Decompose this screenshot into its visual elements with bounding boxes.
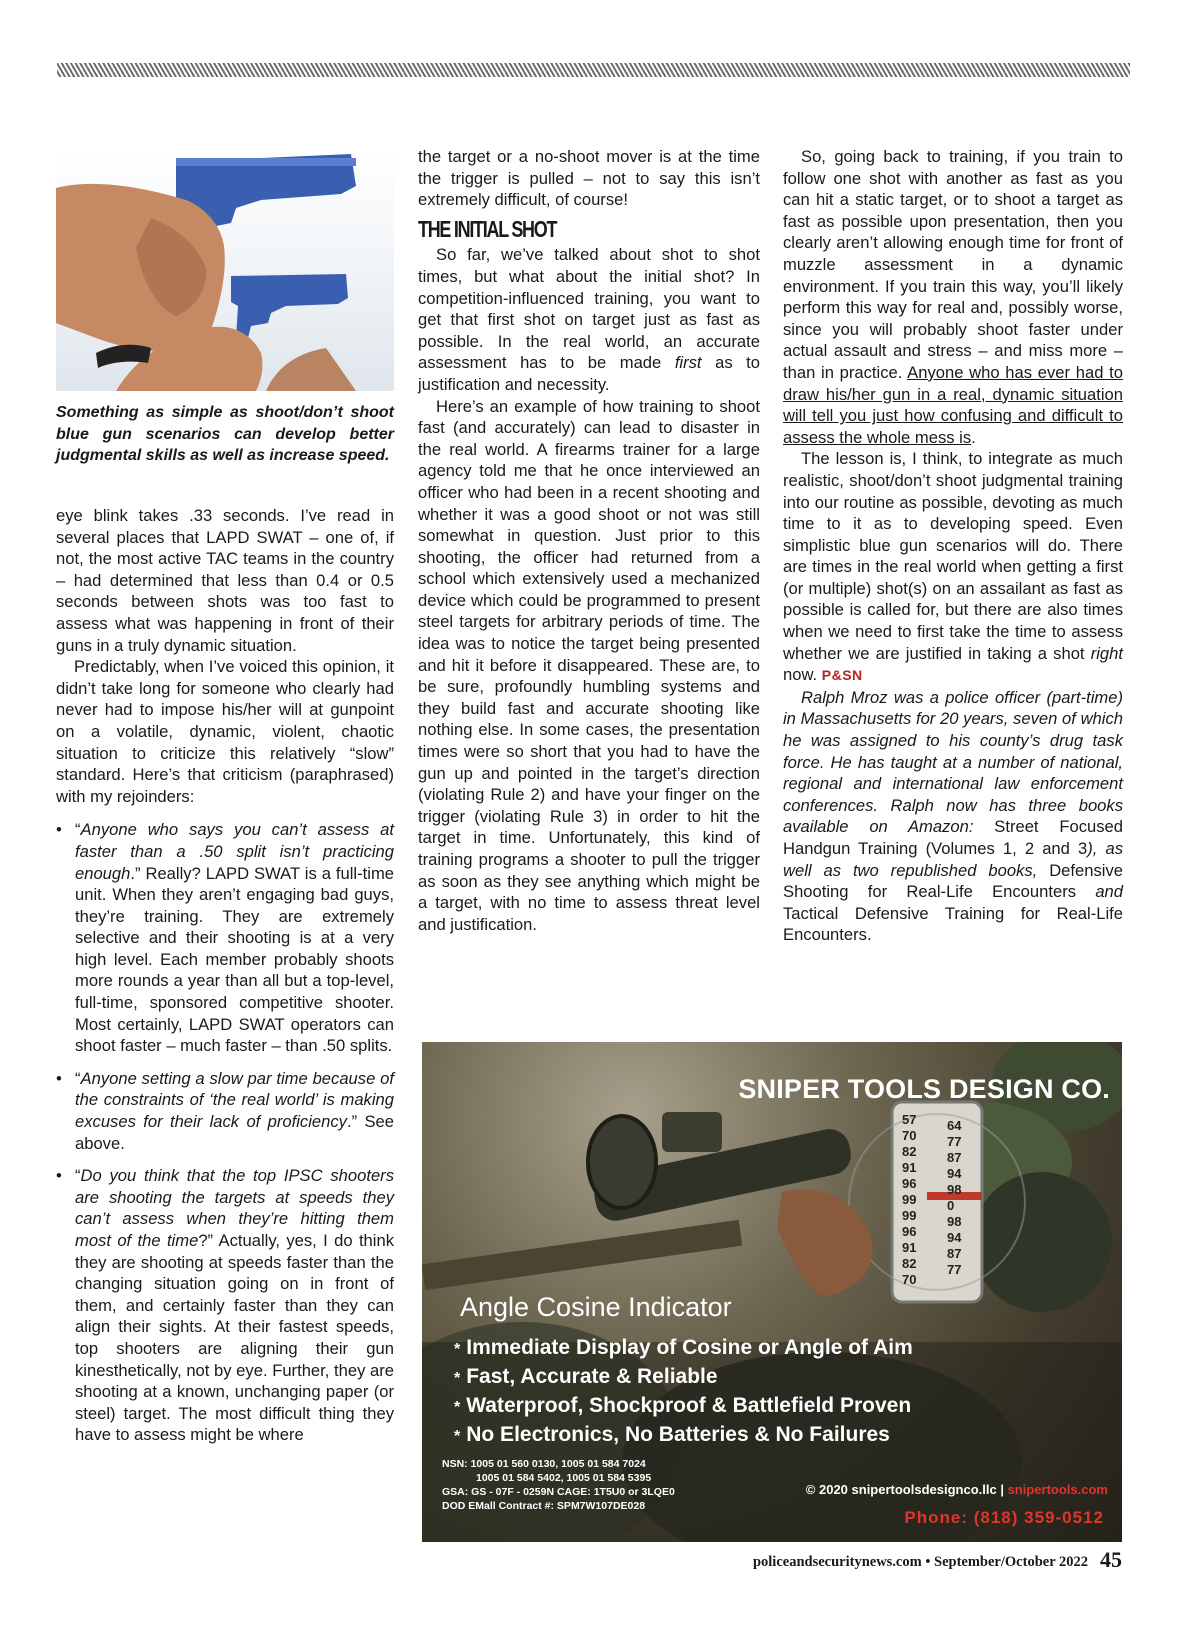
col2-paragraph-2: Here’s an example of how training to shoot fast (and accurately) can lead to disaster in the real world. A firearms trainer for a large agency told me that he once interviewed an officer who had been in a recent shooting and whether it was a good shoot or not was still somewhat in question. Just prior to this shooting, the officer had returned from a school which extensively used a mechanized device which could be programmed to present steel targets for arbitrary periods of time. The idea was to notice the target being presented and hit it before it disappeared. These are, to be sure, profoundly humbling systems and they build fast and accurate shooting like nothing else. In some cases, the presentation times were so short that you had to have the gun up and pointed in the target’s direction (violating Rule 2) and have your finger on the trigger (violating Rule 3) in order to hit the target in time. Unfortunately, this kind of training programs a shooter to pull the trigger as soon as they see anything which might be a target, with no time to assess threat level and justification. bbox=[418, 396, 760, 934]
dial-number: 99 bbox=[902, 1192, 917, 1207]
dial-number: 91 bbox=[902, 1240, 917, 1255]
list-item: * Waterproof, Shockproof & Battlefield Proven bbox=[454, 1394, 912, 1417]
page-number: 45 bbox=[1100, 1547, 1122, 1572]
asterisk-icon: * bbox=[454, 1399, 461, 1416]
list-item: • “Do you think that the top IPSC shooters are shooting the targets at speeds they can’t assess when they’re hitting them most of the time?” Actually, yes, I do think they are shooting at speeds faster than the changing situation going on in front of them, and certainly faster than they can align their sights. At their fastest speeds, top shooters are aligning their gun kinesthetically, not by eye. Further, they are shooting at a known, unchanging paper (or steel) target. The most difficult thing they have to assess might be where bbox=[56, 1166, 394, 1445]
dial-number: 87 bbox=[947, 1150, 962, 1165]
dial-number: 87 bbox=[947, 1246, 962, 1261]
dial-number: 98 bbox=[947, 1214, 962, 1229]
dial-number: 94 bbox=[947, 1166, 962, 1181]
col3-paragraph-2: The lesson is, I think, to integrate as much realistic, shoot/don’t shoot judgmental training into our routine as possible, devoting as much time to it as to developing speed. Even simplistic blue gun scenarios will do. There are times in the real world when getting a first (or multiple) shot(s) on an assailant as fast as possible is called for, but there are also times when we need to first take the time to assess whether we are justified in taking a shot right now. P&SN bbox=[783, 449, 1123, 685]
dial-number: 82 bbox=[902, 1144, 917, 1159]
col1-paragraph-2: Predictably, when I’ve voiced this opinion, it didn’t take long for someone who clearly had never had to impose his/her will at gunpoint on a volatile, dynamic, violent, chaotic situation to criticize this relatively “slow” standard. Here’s that criticism (paraphrased) with my rejoinders: bbox=[56, 657, 394, 806]
column-3 bbox=[783, 146, 1123, 946]
photo-caption: Something as simple as shoot/don’t shoot blue gun scenarios can develop better judgmental skills as well as increase speed. bbox=[56, 404, 394, 464]
dial-number: 94 bbox=[947, 1230, 962, 1245]
ad-phone-number: Phone: (818) 359-0512 bbox=[904, 1508, 1104, 1527]
blue-guns-photo bbox=[56, 148, 394, 391]
ad-website-link[interactable]: snipertools.com bbox=[1007, 1482, 1108, 1497]
ad-feature-list bbox=[454, 1334, 913, 1450]
dial-number: 57 bbox=[902, 1112, 917, 1127]
underlined-quote: Anyone who has ever had to draw his/her gun in a real, dynamic situation will tell you just how confusing and difficult to assess the whole mess is bbox=[783, 362, 1123, 447]
list-item: * Fast, Accurate & Reliable bbox=[454, 1365, 718, 1388]
dial-number: 77 bbox=[947, 1262, 962, 1277]
rejoinder-list bbox=[56, 819, 394, 1446]
list-item: • “Anyone setting a slow par time because of the constraints of ‘the real world’ is making excuses for their lack of proficiency.” See above. bbox=[56, 1068, 395, 1153]
bullet-dot: • bbox=[56, 1166, 62, 1186]
column-1 bbox=[56, 505, 394, 1457]
bullet-dot: • bbox=[56, 1068, 62, 1088]
dial-number: 0 bbox=[947, 1198, 955, 1213]
author-bio: Ralph Mroz was a police officer (part-time) in Massachusetts for 20 years, seven of which he was assigned to his county’s drug task force. He has taught at a number of national, regional and international law enforcement conferences. Ralph now has three books available on Amazon: Street Focused Handgun Training (Volumes 1, 2 and 3), as well as two republished books, Defensive Shooting for Real-Life Encounters and Tactical Defensive Training for Real-Life Encounters. bbox=[783, 687, 1123, 945]
rifle-barrel bbox=[422, 1220, 742, 1290]
asterisk-icon: * bbox=[454, 1428, 461, 1445]
dial-number: 91 bbox=[902, 1160, 917, 1175]
asterisk-icon: * bbox=[454, 1370, 461, 1387]
dial-number: 96 bbox=[902, 1176, 917, 1191]
ad-copyright: © 2020 snipertoolsdesignco.llc | snipertools.com bbox=[805, 1482, 1108, 1497]
list-item: * No Electronics, No Batteries & No Failures bbox=[454, 1423, 890, 1446]
scope-objective bbox=[588, 1116, 656, 1208]
page-footer: policeandsecuritynews.com • September/October 2022 bbox=[752, 1554, 1088, 1570]
shooter-hand bbox=[777, 1189, 873, 1297]
blue-gun-bottom bbox=[231, 274, 348, 338]
dial-number: 82 bbox=[902, 1256, 917, 1271]
dial-number: 77 bbox=[947, 1134, 962, 1149]
end-mark: P&SN bbox=[821, 667, 863, 684]
column-2 bbox=[418, 146, 760, 935]
asterisk-icon: * bbox=[454, 1341, 461, 1358]
sniper-tools-advertisement bbox=[422, 1042, 1122, 1542]
dial-number: 99 bbox=[902, 1208, 917, 1223]
col1-paragraph-1: eye blink takes .33 seconds. I’ve read in several places that LAPD SWAT – one of, if not, the most active TAC teams in the country – had determined that less than 0.4 or 0.5 seconds between shots was too fast to assess what was happening in front of their guns in a truly dynamic situation. bbox=[56, 506, 394, 655]
dial-number: 70 bbox=[902, 1128, 917, 1143]
bullet-dot: • bbox=[56, 820, 62, 840]
col2-paragraph-0: the target or a no-shoot mover is at the time the trigger is pulled – not to say this isn’t extremely difficult, of course! bbox=[418, 147, 760, 210]
ad-brand-title: SNIPER TOOLS DESIGN CO. bbox=[738, 1074, 1110, 1104]
section-heading: THE INITIAL SHOT bbox=[418, 215, 557, 242]
dial-number: 64 bbox=[947, 1118, 962, 1133]
list-item: • “Anyone who says you can’t assess at faster than a .50 split isn’t practicing enough.” Really? LAPD SWAT is a full-time unit. When they aren’t engaging bad guys, they’re training. They are extremely selective and their shooting is at a very high level. Each member probably shoots more rounds a year than all but a top-level, full-time, sponsored competitive shooter. Most certainly, LAPD SWAT operators can shoot faster – much faster – than .50 splits. bbox=[56, 820, 394, 1056]
top-hatch-divider bbox=[57, 63, 1130, 77]
ad-product-heading: Angle Cosine Indicator bbox=[460, 1292, 732, 1322]
col2-paragraph-1: So far, we’ve talked about shot to shot times, but what about the initial shot? In competition-influenced training, you want to get that first shot on target just as fast as possible. In the real world, an accurate assessment has to be made first as to justification and necessity. bbox=[418, 245, 760, 394]
dial-number: 98 bbox=[947, 1182, 962, 1197]
col3-paragraph-1: So, going back to training, if you train to follow one shot with another as fast as you can hit a static target, or to shoot a target as fast as possible upon presentation, then you clearly aren’t allowing enough time for front of muzzle assessment in a dynamic environment. If you train this way, you’ll likely perform this way for real and, possibly worse, since you will probably shoot faster under actual assault and stress – and miss more – than in practice. Anyone who has ever had to draw his/her gun in a real, dynamic situation will tell you just how confusing and difficult to assess the whole mess is. bbox=[783, 147, 1123, 447]
list-item: * Immediate Display of Cosine or Angle of Aim bbox=[454, 1336, 913, 1359]
ad-procurement-info: NSN: 1005 01 560 0130, 1005 01 584 7024 1005 01 584 5402, 1005 01 584 5395 GSA: GS - 07F - 0259N CAGE: 1T5U0 or 3LQE0 DOD EMall Contract #: SPM7W107DE028 bbox=[442, 1458, 675, 1512]
dial-number: 96 bbox=[902, 1224, 917, 1239]
dial-number: 70 bbox=[902, 1272, 917, 1287]
